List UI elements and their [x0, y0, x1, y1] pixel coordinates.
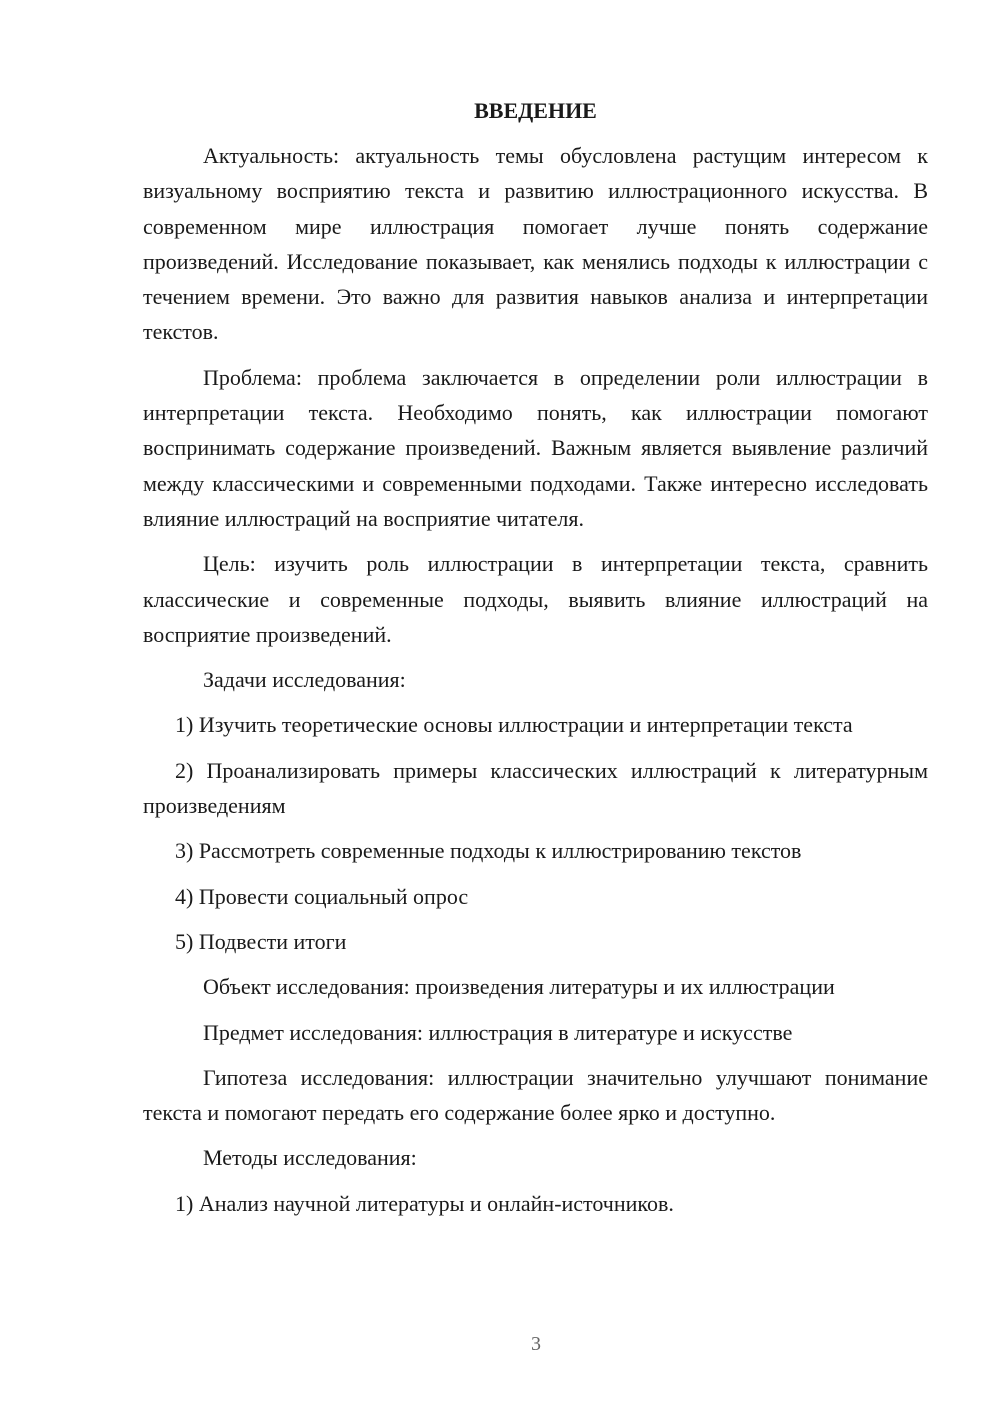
- document-page: [143, 93, 928, 1231]
- problem-paragraph: Проблема: проблема заключается в определении роли иллюстрации в интерпретации текста. Необходимо понять, как иллюстрации помогают воспринимать содержание произведений. Важным является выявление различий между классическими и современными подходами. Также интересно исследовать влияние иллюстраций на восприятие читателя.: [143, 364, 928, 531]
- hypothesis-paragraph: Гипотеза исследования: иллюстрации значительно улучшают понимание текста и помогают передать его содержание более ярко и доступно.: [143, 1064, 928, 1126]
- page-number: 3: [531, 1333, 541, 1355]
- methods-heading: Методы исследования:: [203, 1145, 417, 1171]
- relevance-paragraph: Актуальность: актуальность темы обусловлена растущим интересом к визуальному восприятию текста и развитию иллюстрационного искусства. В современном мире иллюстрация помогает лучше понять содержание произведений. Исследование показывает, как менялись подходы к иллюстрации с течением времени. Это важно для развития навыков анализа и интерпретации текстов.: [143, 143, 928, 345]
- task-item-4: 4) Провести социальный опрос: [175, 883, 469, 909]
- tasks-heading: Задачи исследования:: [203, 667, 406, 693]
- subject-paragraph: Предмет исследования: иллюстрация в литературе и искусстве: [203, 1019, 793, 1045]
- task-item-2: 2) Проанализировать примеры классических иллюстраций к литературным произведениям: [143, 757, 928, 819]
- object-paragraph: Объект исследования: произведения литературы и их иллюстрации: [203, 974, 835, 1000]
- method-item-1: 1) Анализ научной литературы и онлайн-источников.: [175, 1190, 674, 1216]
- goal-paragraph: Цель: изучить роль иллюстрации в интерпретации текста, сравнить классические и современные подходы, выявить влияние иллюстраций на восприятие произведений.: [143, 551, 928, 647]
- page-title: ВВЕДЕНИЕ: [474, 98, 597, 123]
- task-item-5: 5) Подвести итоги: [175, 928, 347, 954]
- task-item-1: 1) Изучить теоретические основы иллюстрации и интерпретации текста: [175, 712, 853, 738]
- task-item-3: 3) Рассмотреть современные подходы к иллюстрированию текстов: [175, 838, 802, 864]
